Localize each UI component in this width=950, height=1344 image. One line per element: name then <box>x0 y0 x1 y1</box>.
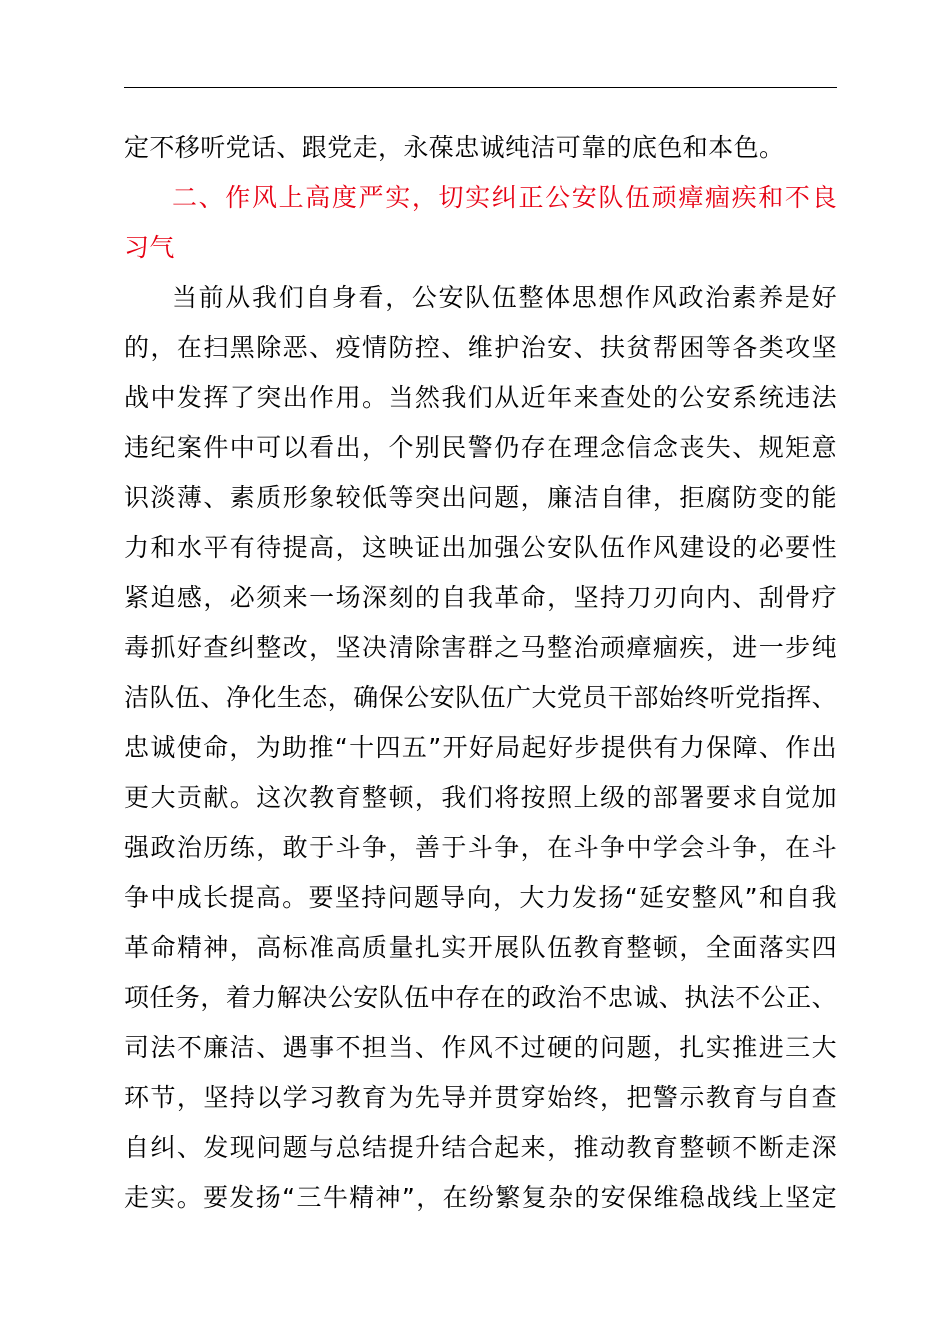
body-text-line: 力和水平有待提高，这映证出加强公安队伍作风建设的必要性 <box>124 533 837 562</box>
header-rule <box>124 87 837 88</box>
body-text-line: 革命精神，高标准高质量扎实开展队伍教育整顿，全面落实四 <box>124 933 837 962</box>
body-text-line: 紧迫感，必须来一场深刻的自我革命，坚持刀刃向内、刮骨疗 <box>124 583 837 612</box>
body-text-line: 忠诚使命，为助推“十四五”开好局起好步提供有力保障、作出 <box>124 733 837 762</box>
body-text-line: 项任务，着力解决公安队伍中存在的政治不忠诚、执法不公正、 <box>124 983 837 1012</box>
body-text-line: 强政治历练，敢于斗争，善于斗争，在斗争中学会斗争，在斗 <box>124 833 837 862</box>
body-text-line: 毒抓好查纠整改，坚决清除害群之马整治顽瘴痼疾，进一步纯 <box>124 633 837 662</box>
body-text-line: 的，在扫黑除恶、疫情防控、维护治安、扶贫帮困等各类攻坚 <box>124 333 837 362</box>
section-heading-line: 习气 <box>124 233 175 262</box>
body-text-line: 战中发挥了突出作用。当然我们从近年来查处的公安系统违法 <box>124 383 837 412</box>
body-text-line: 司法不廉洁、遇事不担当、作风不过硬的问题，扎实推进三大 <box>124 1033 837 1062</box>
body-text-line: 定不移听党话、跟党走，永葆忠诚纯洁可靠的底色和本色。 <box>124 133 785 162</box>
body-text-line: 自纠、发现问题与总结提升结合起来，推动教育整顿不断走深 <box>124 1133 837 1162</box>
body-text-line: 识淡薄、素质形象较低等突出问题，廉洁自律，拒腐防变的能 <box>124 483 837 512</box>
paragraph-first-line: 当前从我们自身看，公安队伍整体思想作风政治素养是好 <box>172 283 837 312</box>
body-text-line: 环节，坚持以学习教育为先导并贯穿始终，把警示教育与自查 <box>124 1083 837 1112</box>
section-heading-line: 二、作风上高度严实，切实纠正公安队伍顽瘴痼疾和不良 <box>172 183 837 212</box>
body-text-line: 走实。要发扬“三牛精神”，在纷繁复杂的安保维稳战线上坚定 <box>124 1183 837 1212</box>
body-text-line: 洁队伍、净化生态，确保公安队伍广大党员干部始终听党指挥、 <box>124 683 837 712</box>
body-text-line: 更大贡献。这次教育整顿，我们将按照上级的部署要求自觉加 <box>124 783 837 812</box>
body-text-line: 违纪案件中可以看出，个别民警仍存在理念信念丧失、规矩意 <box>124 433 837 462</box>
body-text-line: 争中成长提高。要坚持问题导向，大力发扬“延安整风”和自我 <box>124 883 837 912</box>
